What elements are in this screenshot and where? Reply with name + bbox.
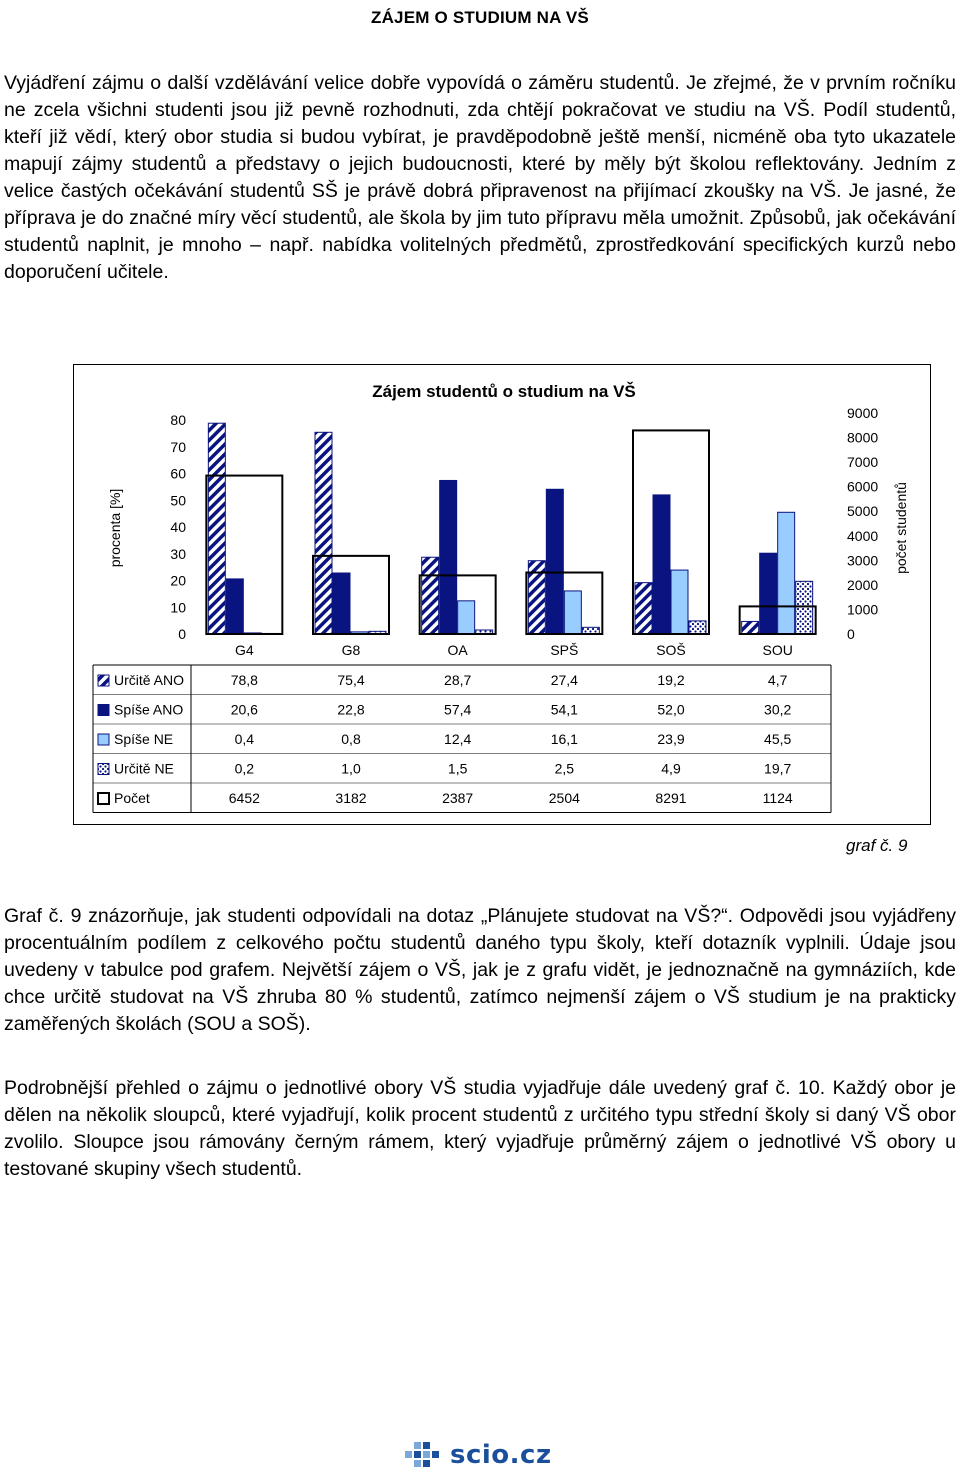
y-axis-ticks — [170, 412, 186, 642]
table-cell: 1124 — [762, 790, 793, 806]
bar — [333, 573, 350, 634]
table-cell: 2504 — [548, 790, 580, 806]
bar — [653, 495, 670, 634]
legend-swatch — [98, 675, 109, 686]
data-table — [93, 665, 831, 813]
table-cell: 16,1 — [550, 731, 578, 747]
logo-icon — [400, 1442, 444, 1474]
bar — [796, 581, 813, 634]
chart-frame — [73, 364, 931, 825]
y2-axis-ticks — [847, 405, 878, 642]
y-tick-label: 60 — [170, 465, 186, 482]
bar — [671, 570, 688, 634]
table-cell: 52,0 — [657, 701, 685, 718]
chart-description-paragraph: Graf č. 9 znázorňuje, jak studenti odpovídali na dotaz „Plánujete studovat na VŠ?“. Odpovědi jsou vyjádřeny procentuálním podílem z celkového počtu studentů daného typu školy, kteří dotazník vyplnili. Údaje jsou uvedeny v tabulce pod grafem. Největší zájem o VŠ, jak je z grafu vidět, je jednoznačně na gymnáziích, kde chce určitě studovat na VŠ zhruba 80 % studentů, zatímco nejmenší zájem o VŠ studium je na prakticky zaměřených školách (SOU a SOŠ). — [4, 905, 956, 1035]
legend-swatch — [98, 734, 109, 745]
table-cell: 20,6 — [230, 701, 258, 718]
legend-swatch — [98, 764, 109, 775]
category-label: SOU — [762, 642, 793, 658]
y2-tick-label: 2000 — [847, 576, 879, 593]
legend-label: Určitě ANO — [114, 672, 185, 688]
table-cell: 78,8 — [230, 672, 258, 688]
count-frames-layer — [206, 430, 815, 634]
category-label: OA — [447, 642, 468, 658]
y2-axis-label: počet studentů — [893, 482, 909, 574]
y-tick-label: 20 — [170, 572, 186, 589]
y-tick-label: 70 — [170, 438, 186, 455]
bars-layer — [208, 423, 812, 634]
table-cell: 45,5 — [764, 731, 792, 747]
table-cell: 1,0 — [341, 760, 361, 777]
category-label: G4 — [234, 642, 254, 658]
y2-tick-label: 5000 — [847, 503, 879, 520]
table-cell: 0,2 — [234, 760, 255, 777]
y2-tick-label: 8000 — [847, 429, 879, 446]
table-cell: 57,4 — [444, 701, 472, 718]
y-axis-label: procenta [%] — [107, 488, 123, 568]
table-cell: 4,7 — [767, 672, 788, 688]
bar — [546, 489, 563, 634]
table-cell: 19,7 — [764, 760, 792, 777]
logo-text: scio.cz — [450, 1440, 552, 1470]
bar — [208, 423, 225, 634]
y-tick-label: 50 — [170, 492, 186, 509]
table-cell: 75,4 — [337, 672, 365, 688]
legend-label: Určitě NE — [114, 760, 174, 777]
bar — [422, 557, 439, 634]
bar — [440, 480, 457, 634]
table-cell: 23,9 — [657, 731, 685, 747]
y-tick-label: 10 — [170, 599, 186, 616]
y-tick-label: 0 — [178, 626, 186, 642]
bar — [458, 601, 475, 634]
table-cell: 22,8 — [337, 701, 365, 718]
table-cell: 2,5 — [554, 760, 575, 777]
category-label: SPŠ — [550, 642, 579, 658]
table-cell: 6452 — [228, 790, 260, 806]
bar — [635, 583, 652, 634]
category-label: G8 — [341, 642, 361, 658]
y2-tick-label: 0 — [847, 626, 855, 642]
page-heading: ZÁJEM O STUDIUM NA VŠ — [371, 8, 589, 27]
bar — [742, 621, 759, 634]
table-cell: 19,2 — [657, 672, 685, 688]
legend-swatch — [98, 793, 109, 804]
legend-swatch — [98, 705, 109, 716]
table-cell: 3182 — [335, 790, 367, 806]
table-cell: 0,8 — [341, 731, 361, 747]
table-cell: 0,4 — [234, 731, 255, 747]
table-cell: 30,2 — [764, 701, 792, 718]
bar — [778, 512, 795, 634]
table-cell: 27,4 — [550, 672, 578, 688]
intro-paragraph: Vyjádření zájmu o další vzdělávání velice dobře vypovídá o záměru studentů. Je zřejmé, že v prvním ročníku ne zcela všichni studenti jsou již pevně rozhodnuti, zda chtějí pokračovat ve studiu na VŠ. Podíl studentů, kteří již vědí, který obor studia si budou vybírat, je pravděpodobně ještě menší, nicméně oba tyto ukazatele mapují zájmy studentů a představy o jejich budoucnosti, které by měly být školou reflektovány. Jedním z velice častých očekávání studentů SŠ je právě dobrá připravenost na přijímací zkoušky na VŠ. Je jasné, že příprava je do značné míry věcí studentů, ale škola by jim tuto přípravu měla umožnit. Způsobů, jak očekávání studentů naplnit, je mnoho – např. nabídka volitelných předmětů, zprostředkování specifických kurzů nebo doporučení učitele. — [4, 72, 956, 283]
interest-chart — [74, 365, 929, 823]
table-cell: 2387 — [442, 790, 474, 806]
next-chart-paragraph: Podrobnější přehled o zájmu o jednotlivé obory VŠ studia vyjadřuje dále uvedený graf č. 10. Každý obor je dělen na několik sloupců, které vyjadřují, kolik procent studentů z určitého typu střední školy si daný VŠ obor zvolilo. Sloupce jsou rámovány černým rámem, který vyjadřuje průměrný zájem o jednotlivé VŠ obory u testované skupiny všech studentů. — [4, 1077, 956, 1180]
category-labels — [235, 642, 793, 658]
table-cell: 4,9 — [661, 760, 681, 777]
table-cell: 54,1 — [550, 701, 578, 718]
bar — [582, 627, 599, 634]
bar — [564, 591, 581, 634]
table-cell: 28,7 — [444, 672, 472, 688]
bar — [315, 432, 332, 634]
y2-tick-label: 7000 — [847, 454, 879, 471]
y-tick-label: 30 — [170, 545, 186, 562]
table-cell: 12,4 — [444, 731, 472, 747]
chart-caption: graf č. 9 — [846, 836, 908, 855]
bar — [689, 621, 706, 634]
legend-label: Spíše NE — [114, 731, 174, 747]
y2-tick-label: 4000 — [847, 527, 879, 544]
bar — [760, 553, 777, 634]
category-label: SOŠ — [656, 642, 686, 658]
y2-tick-label: 1000 — [847, 601, 879, 618]
y-tick-label: 40 — [170, 519, 186, 535]
chart-title: Zájem studentů o studium na VŠ — [372, 382, 636, 401]
bar — [226, 579, 243, 634]
legend-label: Počet — [114, 790, 150, 806]
y2-tick-label: 6000 — [847, 478, 879, 495]
table-cell: 8291 — [655, 790, 687, 806]
y2-tick-label: 9000 — [847, 405, 879, 421]
y2-tick-label: 3000 — [847, 552, 879, 569]
legend-label: Spíše ANO — [114, 701, 184, 718]
scio-logo — [400, 1440, 560, 1474]
table-cell: 1,5 — [447, 760, 468, 777]
y-tick-label: 80 — [170, 412, 186, 428]
